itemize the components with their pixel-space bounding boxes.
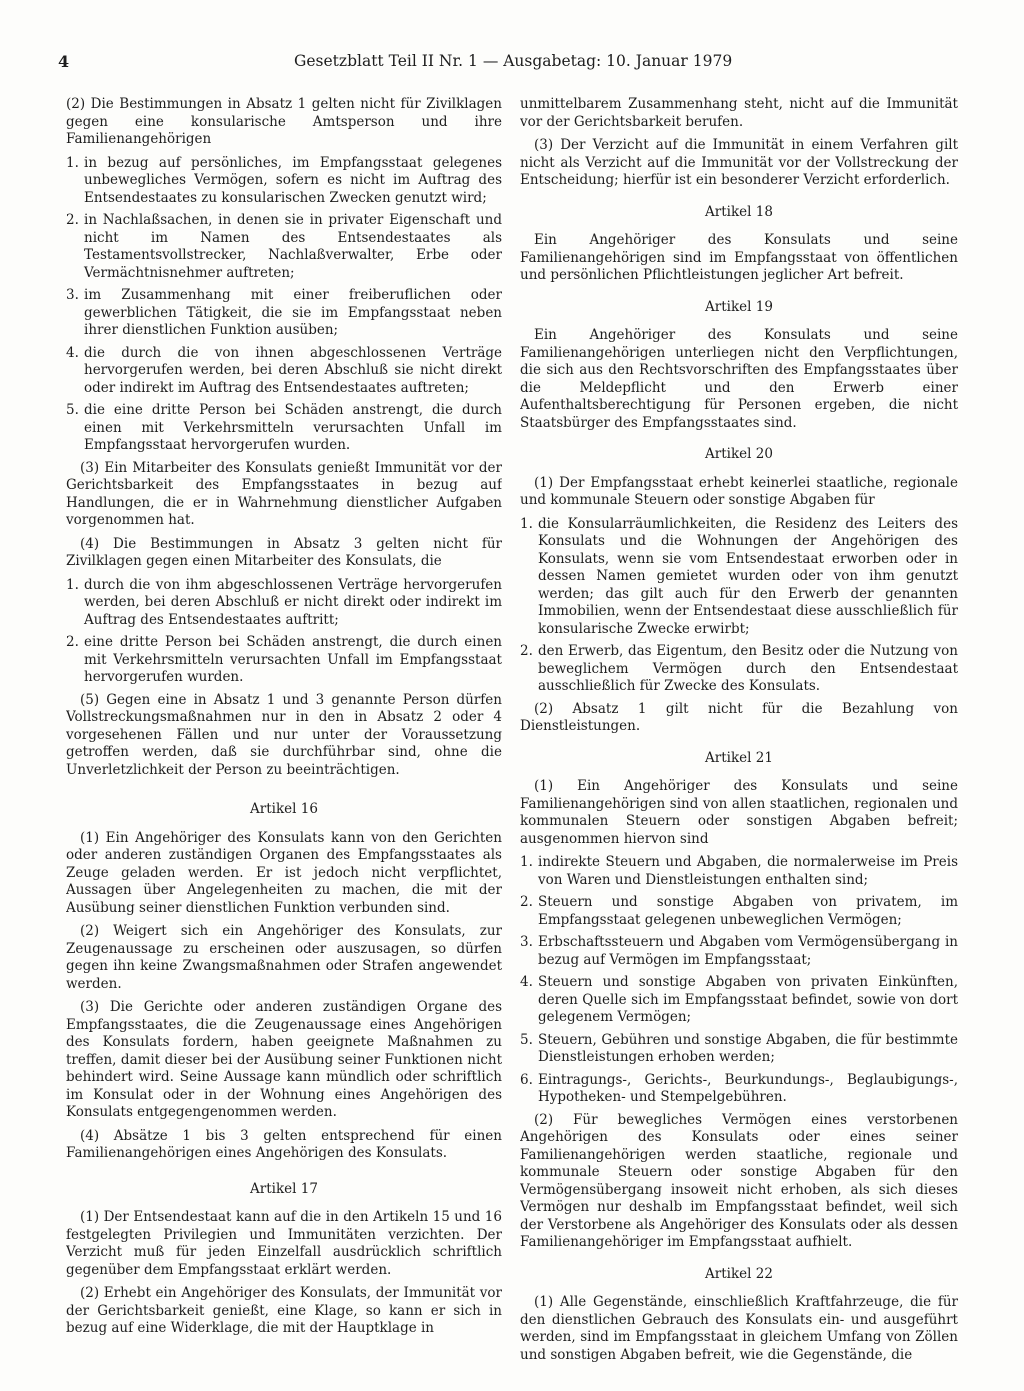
paragraph: (2) Erhebt ein Angehöriger des Konsulats, der Immunität vor der Gerichtsbarkeit genießt, eine Klage, so kann er sich in bezug auf eine Widerklage, die mit der Hauptklage in [66, 1285, 502, 1336]
article-heading: Artikel 17 [250, 1180, 318, 1197]
list-item-text: Steuern und sonstige Abgaben von privaten Einkünften, deren Quelle sich im Empfangsstaat befindet, sowie von dort gelegenem Vermögen; [538, 974, 958, 1025]
paragraph: (4) Absätze 1 bis 3 gelten entsprechend für einen Familienangehörigen eines Angehörigen des Konsulats. [66, 1127, 502, 1161]
list [520, 854, 958, 1107]
list-item-text: die eine dritte Person bei Schäden anstrengt, die durch einen mit Verkehrsmitteln verursachten Unfall im Empfangsstaat hervorgerufen wurden. [84, 402, 502, 453]
list-item-text: im Zusammenhang mit einer freiberuflichen oder gewerblichen Tätigkeit, die sie im Empfangsstaat neben ihrer dienstlichen Funktion ausüben; [84, 287, 502, 338]
list-item-text: durch die von ihm abgeschlossenen Verträge hervorgerufen werden, bei deren Abschluß er nicht direkt oder indirekt im Auftrag des Entsendestaates auftritt; [84, 576, 502, 628]
paragraph: (2) Absatz 1 gilt nicht für die Bezahlung von Dienstleistungen. [520, 700, 958, 734]
article-heading: Artikel 20 [705, 446, 773, 462]
list-item-number: 2. [66, 634, 79, 650]
list-item [520, 643, 958, 696]
list-item-number: 2. [520, 894, 533, 910]
list-item [520, 974, 958, 1027]
list-item [66, 577, 502, 630]
list [520, 516, 958, 696]
list-item-number: 4. [520, 974, 533, 990]
paragraph: (1) Ein Angehöriger des Konsulats und seine Familienangehörigen sind von allen staatlichen, regionalen und kommunalen Steuern oder sonstigen Abgaben befreit; ausgenommen hiervon sind [520, 778, 958, 847]
paragraph: (3) Der Verzicht auf die Immunität in einem Verfahren gilt nicht als Verzicht auf die Immunität vor der Vollstreckung der Entscheidung; hierfür ist ein besonderer Verzicht erforderlich. [520, 137, 958, 188]
list-item-text: indirekte Steuern und Abgaben, die normalerweise im Preis von Waren und Dienstleistungen enthalten sind; [538, 854, 958, 888]
article-heading: Artikel 18 [705, 203, 773, 220]
paragraph: (1) Ein Angehöriger des Konsulats kann von den Gerichten oder anderen zuständigen Organen des Empfangsstaates als Zeuge geladen werden. Er ist jedoch nicht verpflichtet, Aussagen über Angelegenheiten zu machen, die mit der Ausübung seiner dienstlichen Funktion verbunden sind. [66, 829, 502, 916]
paragraph: (5) Gegen eine in Absatz 1 und 3 genannte Person dürfen Vollstreckungsmaßnahmen nur in den in Absatz 2 oder 4 vorgesehenen Fällen und nur unter der Voraussetzung getroffen werden, daß sie durchführbar sind, ohne die Unverletzlichkeit der Person zu beeinträchtigen. [66, 691, 502, 778]
paragraph: (3) Ein Mitarbeiter des Konsulats genießt Immunität vor der Gerichtsbarkeit des Empfangsstaates in bezug auf Handlungen, die er in Wahrnehmung dienstlicher Aufgaben vorgenommen hat. [66, 459, 502, 528]
list-item [66, 287, 502, 340]
list-item-text: eine dritte Person bei Schäden anstrengt, die durch einen mit Verkehrsmitteln verursachten Unfall im Empfangsstaat hervorgerufen wurden. [84, 634, 502, 685]
article-heading: Artikel 22 [705, 1265, 773, 1282]
list-item-number: 3. [520, 934, 533, 950]
list-item-number: 1. [520, 515, 533, 532]
list-item [520, 516, 958, 639]
paragraph: (2) Die Bestimmungen in Absatz 1 gelten nicht für Zivilklagen gegen eine konsularische Amtsperson und ihre Familienangehörigen [66, 96, 502, 147]
header-title: Gesetzblatt Teil II Nr. 1 — Ausgabetag: 10. Januar 1979 [294, 52, 733, 70]
list-item-number: 2. [520, 643, 533, 659]
list [66, 577, 502, 687]
paragraph: Ein Angehöriger des Konsulats und seine Familienangehörigen unterliegen nicht den Verpflichtungen, die sich aus den Rechtsvorschriften des Empfangsstaates über die Meldepflicht und den Erwerb einer Aufenthaltsberechtigung für Personen ergeben, die nicht Staatsbürger des Empfangsstaates sind. [520, 327, 958, 431]
list [66, 155, 502, 455]
article-heading: Artikel 19 [705, 298, 773, 315]
list-item-number: 1. [66, 154, 79, 171]
list-item [66, 345, 502, 398]
list-item [66, 155, 502, 208]
list-item [520, 934, 958, 969]
paragraph: Ein Angehöriger des Konsulats und seine Familienangehörigen sind im Empfangsstaat von öffentlichen und persönlichen Pflichtleistungen jeglicher Art befreit. [520, 232, 958, 283]
paragraph: (2) Weigert sich ein Angehöriger des Konsulats, zur Zeugenaussage zu erscheinen oder auszusagen, so dürfen gegen ihn keine Zwangsmaßnahmen oder Strafen angewendet werden. [66, 923, 502, 992]
list-item-number: 6. [520, 1071, 533, 1088]
list-item-number: 4. [66, 344, 79, 361]
list-item [520, 1072, 958, 1107]
page-header [58, 52, 958, 76]
list-item-number: 5. [66, 402, 79, 418]
list-item-text: den Erwerb, das Eigentum, den Besitz oder die Nutzung von beweglichem Vermögen durch den Entsendestaat ausschließlich für Zwecke des Konsulats. [538, 643, 958, 694]
list-item [520, 854, 958, 889]
article-heading: Artikel 16 [250, 801, 318, 817]
paragraph: (1) Der Empfangsstaat erhebt keinerlei staatliche, regionale und kommunale Steuern oder sonstige Abgaben für [520, 474, 958, 508]
list-item-number: 5. [520, 1031, 533, 1048]
paragraph: (4) Die Bestimmungen in Absatz 3 gelten nicht für Zivilklagen gegen einen Mitarbeiter des Konsulats, die [66, 535, 502, 569]
paragraph: (2) Für bewegliches Vermögen eines verstorbenen Angehörigen des Konsulats oder eines seiner Familienangehörigen werden staatliche, regionale und kommunale Steuern oder sonstige Abgaben für den Vermögensübergang insoweit nicht erhoben, als sich dieses Vermögen nur deshalb im Empfangsstaat befindet, weil sich der Verstorbene als Angehöriger des Konsulats oder als dessen Familienangehöriger im Empfangsstaat aufhielt. [520, 1111, 958, 1250]
list-item-text: Erbschaftssteuern und Abgaben vom Vermögensübergang in bezug auf Vermögen im Empfangsstaat; [538, 934, 958, 968]
list-item-number: 1. [520, 854, 533, 870]
paragraph: (1) Der Entsendestaat kann auf die in den Artikeln 15 und 16 festgelegten Privilegien und Immunitäten verzichten. Der Verzicht muß für jeden Einzelfall ausdrücklich schriftlich gegenüber dem Empfangsstaat erklärt werden. [66, 1209, 502, 1278]
list-item [66, 634, 502, 687]
list-item-number: 1. [66, 576, 79, 593]
list-item [520, 1032, 958, 1067]
list-item [66, 402, 502, 455]
article-heading: Artikel 21 [705, 749, 773, 766]
list-item-text: die Konsularräumlichkeiten, die Residenz des Leiters des Konsulats und die Wohnungen der Angehörigen des Konsulats, wenn sie vom Entsendestaat erworben oder in dessen Namen gemietet wurden oder von ihm genutzt werden; das gilt auch für den Erwerb der genannten Immobilien, wenn der Entsendestaat diese ausschließlich für konsularische Zwecke erwirbt; [538, 515, 958, 637]
list-item [66, 212, 502, 282]
list-item-number: 3. [66, 287, 79, 303]
list-item-number: 2. [66, 212, 79, 228]
paragraph: (1) Alle Gegenstände, einschließlich Kraftfahrzeuge, die für den dienstlichen Gebrauch des Konsulats ein- und ausgeführt werden, sind im Empfangsstaat in gleichem Umfang von Zöllen und sonstigen Abgaben befreit, wie die Gegenstände, die [520, 1294, 958, 1363]
paragraph: unmittelbarem Zusammenhang steht, nicht auf die Immunität vor der Gerichtsbarkeit berufen. [520, 96, 958, 130]
list-item-text: in bezug auf persönliches, im Empfangsstaat gelegenes unbewegliches Vermögen, sofern es nicht im Auftrag des Entsendestaates zu konsularischen Zwecken genutzt wird; [84, 154, 502, 206]
list-item-text: die durch die von ihnen abgeschlossenen Verträge hervorgerufen werden, bei deren Abschluß sie nicht direkt oder indirekt im Auftrag des Entsendestaates auftreten; [84, 344, 502, 396]
right-column [520, 96, 958, 1366]
list-item-text: Eintragungs-, Gerichts-, Beurkundungs-, Beglaubigungs-, Hypotheken- und Stempelgebühren. [538, 1071, 958, 1105]
list-item-text: Steuern, Gebühren und sonstige Abgaben, die für bestimmte Dienstleistungen erhoben werden; [538, 1031, 958, 1065]
page-number: 4 [58, 52, 70, 71]
list-item-text: in Nachlaßsachen, in denen sie in privater Eigenschaft und nicht im Namen des Entsendestaates als Testamentsvollstrecker, Nachlaßverwalter, Erbe oder Vermächtnisnehmer auftreten; [84, 212, 502, 281]
paragraph: (3) Die Gerichte oder anderen zuständigen Organe des Empfangsstaates, die die Zeugenaussage eines Angehörigen des Konsulats fordern, haben geeignete Maßnahmen zu treffen, damit dieser bei der Ausübung seiner Funktionen nicht behindert wird. Seine Aussage kann mündlich oder schriftlich im Konsulat oder in der Wohnung eines Angehörigen des Konsulats entgegengenommen werden. [66, 999, 502, 1120]
list-item [520, 894, 958, 929]
list-item-text: Steuern und sonstige Abgaben von privatem, im Empfangsstaat gelegenen unbeweglichen Vermögen; [538, 894, 958, 928]
left-column [66, 96, 502, 1366]
